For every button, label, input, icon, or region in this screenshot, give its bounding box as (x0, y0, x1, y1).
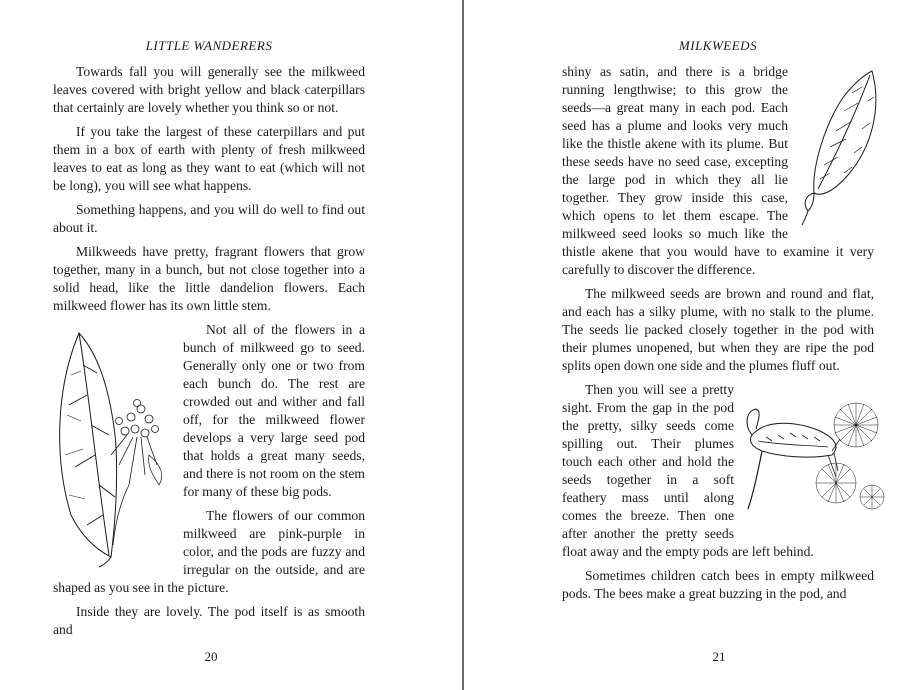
left-page-body (53, 63, 365, 645)
paragraph: The flowers of our common milkweed are pink-purple in color, and the pods are fuzzy and irregular on the outside, and are shaped as you see in the picture. (53, 508, 365, 595)
paragraph: shiny as satin, and there is a bridge running lengthwise; to this grow the seeds—a great many in each pod. Each seed has a plume and looks very much like the thistle akene with its plume. But these seeds have no seed case, excepting the large pod in which they all lie together. They grow inside this case, which opens to let them escape. The milkweed seed looks so much like the thistle akene that you would have to examine it very carefully to discover the difference. (562, 64, 874, 277)
running-head-right: MILKWEEDS (678, 38, 758, 53)
paragraph: Inside they are lovely. The pod itself is as smooth and (53, 604, 365, 637)
page-number-right: 21 (712, 649, 726, 664)
paragraph: Milkweeds have pretty, fragrant flowers that grow together, many in a bunch, but not close together into a solid head, like the little dandelion flowers. Each milkweed flower has its own little stem. (53, 244, 365, 313)
milkweed-pod-icon (792, 67, 884, 227)
right-page (464, 0, 922, 690)
paragraph: Towards fall you will generally see the milkweed leaves covered with bright yellow and black caterpillars that certainly are lovely whether you think so or not. (53, 64, 365, 115)
paragraph: Then you will see a pretty sight. From the gap in the pod the pretty, silky seeds come spilling out. Their plumes touch each other and hold the seeds together in a soft feathery mass until along comes the breeze. Then one after another the pretty seeds float away and the empty pods are left behind. (562, 382, 814, 559)
paragraph: Not all of the flowers in a bunch of milkweed go to seed. Generally only one or two from each bunch do. The rest are crowded out and wither and fall off, for the milkweed flower develops a very large seed pod that holds a great many seeds, and there is not room on the stem for many of these big pods. (183, 322, 365, 499)
paragraph: Sometimes children catch bees in empty milkweed pods. The bees make a great buzzing in the pod, and (562, 568, 874, 601)
milkweed-open-pod-seeds-icon (736, 385, 886, 535)
paragraph: If you take the largest of these caterpillars and put them in a box of earth with plenty of fresh milkweed leaves to eat as long as they want to eat (which will not be long), you will see what happens. (53, 124, 365, 193)
page-number-left: 20 (204, 649, 218, 664)
right-page-body (562, 63, 874, 609)
milkweed-leaf-flower-icon (49, 325, 177, 569)
running-head-left: LITTLE WANDERERS (145, 38, 273, 53)
paragraph: The milkweed seeds are brown and round and flat, and each has a silky plume, with no stalk to the plume. The seeds lie packed closely together in the pod with their plumes unopened, but when they are ripe the pod splits open down one side and the plumes fluff out. (562, 286, 874, 373)
paragraph: Something happens, and you will do well to find out about it. (53, 202, 365, 235)
